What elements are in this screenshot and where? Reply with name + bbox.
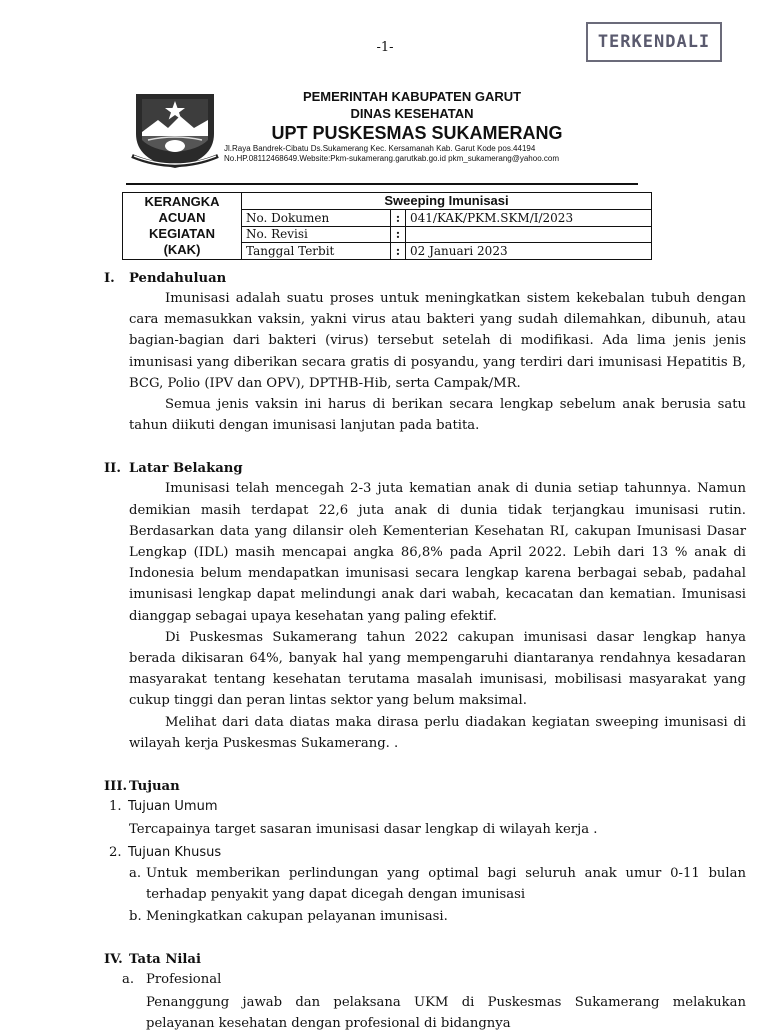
section-heading: IV. Tata Nilai [104, 951, 201, 967]
controlled-stamp [586, 22, 722, 62]
page-number: -1- [376, 40, 394, 55]
table-row: Tanggal Terbit : 02 Januari 2023 [123, 243, 652, 260]
activity-title: Sweeping Imunisasi [242, 193, 652, 210]
letterhead-divider [126, 183, 638, 185]
letterhead [222, 88, 642, 164]
garut-emblem-logo [128, 90, 222, 170]
table-row: No. Revisi : [123, 226, 652, 243]
paragraph: Tercapainya target sasaran imunisasi dasar lengkap di wilayah kerja . [129, 822, 598, 838]
paragraph: Imunisasi adalah suatu proses untuk meningkatkan sistem kekebalan tubuh dengan cara memasukkan vaksin, yakni virus atau bakteri yang sudah dilemahkan, dibunuh, atau bagian-bagian dari bakteri (virus) tersebut setelah di modifikasi. Ada lima jenis jenis imunisasi yang diberikan secara gratis di posyandu, yang terdiri dari imunisasi Hepatitis B, BCG, Polio (IPV dan OPV), DPTHB-Hib, serta Campak/MR. [129, 291, 746, 391]
section-heading: III. Tujuan [104, 779, 180, 795]
section-heading: II. Latar Belakang [104, 461, 243, 477]
kak-label: KERANGKA ACUAN KEGIATAN (KAK) [123, 193, 242, 260]
paragraph: Imunisasi telah mencegah 2-3 juta kematian anak di dunia setiap tahunnya. Namun demikian masih terdapat 22,6 juta anak di dunia tidak terjangkau imunisasi rutin. Berdasarkan data yang dilansir oleh Kementerian Kesehatan RI, cakupan Imunisasi Dasar Lengkap (IDL) masih mencapai angka 86,8% pada April 2022. Lebih dari 13 % anak di Indonesia belum mendapatkan imunisasi secara lengkap karena berbagai sebab, padahal imunisasi lengkap dapat melindungi anak dari wabah, kecacatan dan kematian. Imunisasi dianggap sebagai upaya kesehatan yang paling efektif. [129, 481, 746, 624]
list-item: b. Meningkatkan cakupan pelayanan imunisasi. [129, 908, 448, 924]
stamp-text: TERKENDALI [597, 32, 711, 52]
section-heading: I. Pendahuluan [104, 271, 227, 286]
paragraph: Semua jenis vaksin ini harus di berikan secara lengkap sebelum anak berusia satu tahun diikuti dengan imunisasi lanjutan pada batita. [129, 397, 746, 434]
paragraph: Penanggung jawab dan pelaksana UKM di Puskesmas Sukamerang melakukan pelayanan kesehatan dengan profesional di bidangnya [146, 994, 746, 1032]
letterhead-institution: UPT PUSKESMAS SUKAMERANG [271, 123, 563, 143]
table-row: No. Dokumen : 041/KAK/PKM.SKM/I/2023 [123, 209, 652, 226]
document-body [0, 268, 768, 1034]
document-number: 041/KAK/PKM.SKM/I/2023 [406, 209, 652, 226]
paragraph: Melihat dari data diatas maka dirasa perlu diadakan kegiatan sweeping imunisasi di wilayah kerja Puskesmas Sukamerang. . [129, 714, 746, 751]
letterhead-government: PEMERINTAH KABUPATEN GARUT [302, 89, 522, 104]
paragraph: Di Puskesmas Sukamerang tahun 2022 cakupan imunisasi dasar lengkap hanya berada dikisaran 64%, banyak hal yang mempengaruhi diantaranya rendahnya kesadaran masyarakat tentang kesehatan terutama masalah imunisasi, mobilisasi masyarakat yang cukup tinggi dan peran lintas sektor yang belum maksimal. [129, 629, 746, 709]
letterhead-department: DINAS KESEHATAN [350, 106, 474, 121]
letterhead-contact: No.HP.08112468649.Website:Pkm-sukamerang.garutkab.go.id pkm_sukamerang@yahoo.com [224, 154, 559, 163]
letterhead-address: Jl.Raya Bandrek-Cibatu Ds.Sukamerang Kec. Kersamanah Kab. Garut Kode pos.44194 [224, 144, 536, 153]
document-info-table [122, 192, 652, 260]
list-item: 1. Tujuan Umum [109, 799, 218, 815]
list-item: a. Untuk memberikan perlindungan yang optimal bagi seluruh anak umur 0-11 bulan terhadap penyakit yang dapat dicegah dengan imunisasi [129, 866, 746, 903]
list-item: a. Profesional [122, 971, 222, 987]
issue-date: 02 Januari 2023 [406, 243, 652, 260]
revision-number [406, 226, 652, 243]
list-item: 2. Tujuan Khusus [109, 845, 222, 861]
